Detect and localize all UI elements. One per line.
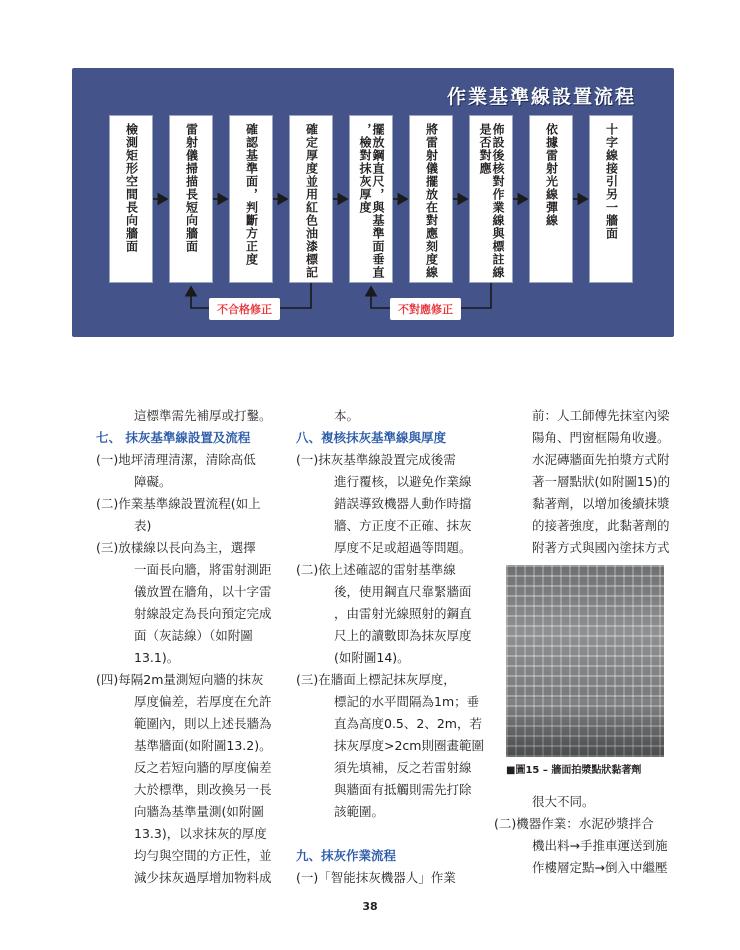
text-column-1 <box>96 405 276 889</box>
text-line: 須先填補，反之若雷射線 <box>334 760 472 775</box>
text-line: 基準牆面(如附圖13.2)。 <box>134 738 272 753</box>
text-line: 該範圍。 <box>334 804 385 819</box>
flowchart-panel <box>72 68 674 337</box>
text-line: 直為高度0.5、2、2m，若 <box>334 716 482 731</box>
text-line: 前：人工師傅先抹室內梁 <box>532 408 670 423</box>
flow-step-9-text: 十字線接引另一牆面 <box>604 123 619 240</box>
wall-slurry-photo <box>506 565 664 757</box>
photo-wall-base <box>506 699 664 757</box>
text-line: (一)抹灰基準線設置完成後需 <box>296 452 456 467</box>
text-line: 13.3)，以求抹灰的厚度 <box>134 826 267 841</box>
text-line: 進行覆核，以避免作業線 <box>334 474 472 489</box>
flow-step-4-text: 確定厚度並用紅色油漆標記 <box>304 123 319 279</box>
text-line: 大於標準，則改換另一長 <box>134 782 272 797</box>
text-line: 均勻與空間的方正性，並 <box>134 848 272 863</box>
spacer <box>296 823 486 845</box>
text-line: (二)依上述確認的雷射基準線 <box>296 562 456 577</box>
text-line: 尺上的讀數即為抹灰厚度 <box>334 628 472 643</box>
text-line: 向牆為基準量測(如附圖 <box>134 804 264 819</box>
text-line: 牆、方正度不正確、抹灰 <box>334 518 472 533</box>
text-line: 標記的水平間隔為1m；垂 <box>334 694 480 709</box>
text-line: 抹灰厚度>2cm則圈畫範圍 <box>334 738 484 753</box>
text-line: 本。 <box>334 408 360 423</box>
text-line: 黏著劑，以增加後續抹漿 <box>532 496 670 511</box>
fix-label-unqualified: 不合格修正 <box>209 298 280 320</box>
text-line: 表) <box>134 518 152 533</box>
text-line: 射線設定為長向預定完成 <box>134 606 272 621</box>
text-line: (如附圖14)。 <box>334 650 410 665</box>
text-line: 13.1)。 <box>134 650 180 665</box>
flow-arrows <box>72 68 674 337</box>
text-line: 機出料→手推車運送到施 <box>532 838 668 853</box>
text-line: 障礙。 <box>134 474 172 489</box>
text-line: 厚度偏差，若厚度在允許 <box>134 694 272 709</box>
text-line: 範圍內，則以上述長牆為 <box>134 716 272 731</box>
text-line: 很大不同。 <box>532 794 595 809</box>
text-line: (一)「智能抹灰機器人」作業 <box>296 870 456 885</box>
text-line: 附著方式與國內塗抹方式 <box>532 540 670 555</box>
section-heading-7: 七、 抹灰基準線設置及流程 <box>96 430 251 445</box>
text-line: 著一層點狀(如附圖15)的 <box>532 474 671 489</box>
text-line: 減少抹灰過厚增加物料成 <box>134 870 272 885</box>
text-column-3 <box>494 405 684 559</box>
text-line: 厚度不足或超過等問題。 <box>334 540 472 555</box>
flowchart-title: 作業基準線設置流程 <box>446 86 636 108</box>
text-line: (一)地坪清理清潔，清除高低 <box>96 452 256 467</box>
text-line: 作樓層定點→倒入中繼壓 <box>532 860 668 875</box>
flow-step-2-text: 雷射儀掃描長短向牆面 <box>184 123 199 253</box>
text-column-3-lower <box>494 791 684 879</box>
text-line: 陽角、門窗框陽角收邊。 <box>532 430 670 445</box>
text-line: 水泥磚牆面先拍漿方式附 <box>532 452 670 467</box>
text-line: 錯誤導致機器人動作時擋 <box>334 496 472 511</box>
text-line: 與牆面有抵觸則需先打除 <box>334 782 472 797</box>
text-line: (三)在牆面上標記抹灰厚度， <box>296 672 456 687</box>
text-line: ，由雷射光線照射的鋼直 <box>334 606 472 621</box>
text-line: 一面長向牆，將雷射測距 <box>134 562 272 577</box>
fix-label-mismatch: 不對應修正 <box>390 298 461 320</box>
figure-caption: ■圖15 – 牆面拍漿點狀黏著劑 <box>506 765 642 776</box>
flow-step-1-text: 檢測矩形空間長向牆面 <box>124 123 139 253</box>
flow-step-3-text: 確認基準面，判斷方正度 <box>244 123 259 266</box>
text-line: (三)放樣線以長向為主，選擇 <box>96 540 256 555</box>
section-heading-8: 八、複核抹灰基準線與厚度 <box>296 430 447 445</box>
text-line: 後，使用鋼直尺靠緊牆面 <box>334 584 472 599</box>
flow-step-8-text: 依據雷射光線彈線 <box>544 123 559 227</box>
text-line: 的接著強度，此黏著劑的 <box>532 518 670 533</box>
flow-step-6-text: 將雷射儀擺放在對應刻度線 <box>424 123 439 279</box>
text-line: 反之若短向牆的厚度偏差 <box>134 760 272 775</box>
text-line: 儀放置在牆角，以十字雷 <box>134 584 272 599</box>
section-heading-9: 九、抹灰作業流程 <box>296 848 397 863</box>
text-line: (二)作業基準線設置流程(如上 <box>96 496 261 511</box>
page-number: 38 <box>362 900 378 913</box>
text-line: (四)每隔2m量測短向牆的抹灰 <box>96 672 264 687</box>
flow-step-7-text: 佈設後核對作業線與標註線 是否對應 <box>478 123 505 279</box>
text-column-2 <box>296 405 486 889</box>
text-line: (二)機器作業：水泥砂漿拌合 <box>494 816 654 831</box>
text-line: 這標準需先補厚或打鑿。 <box>134 408 272 423</box>
text-line: 面（灰誌線）（如附圖 <box>134 628 253 643</box>
flow-step-5-text: 擺放鋼直尺，與基準面垂直 ，檢對抹灰厚度 <box>358 123 385 279</box>
